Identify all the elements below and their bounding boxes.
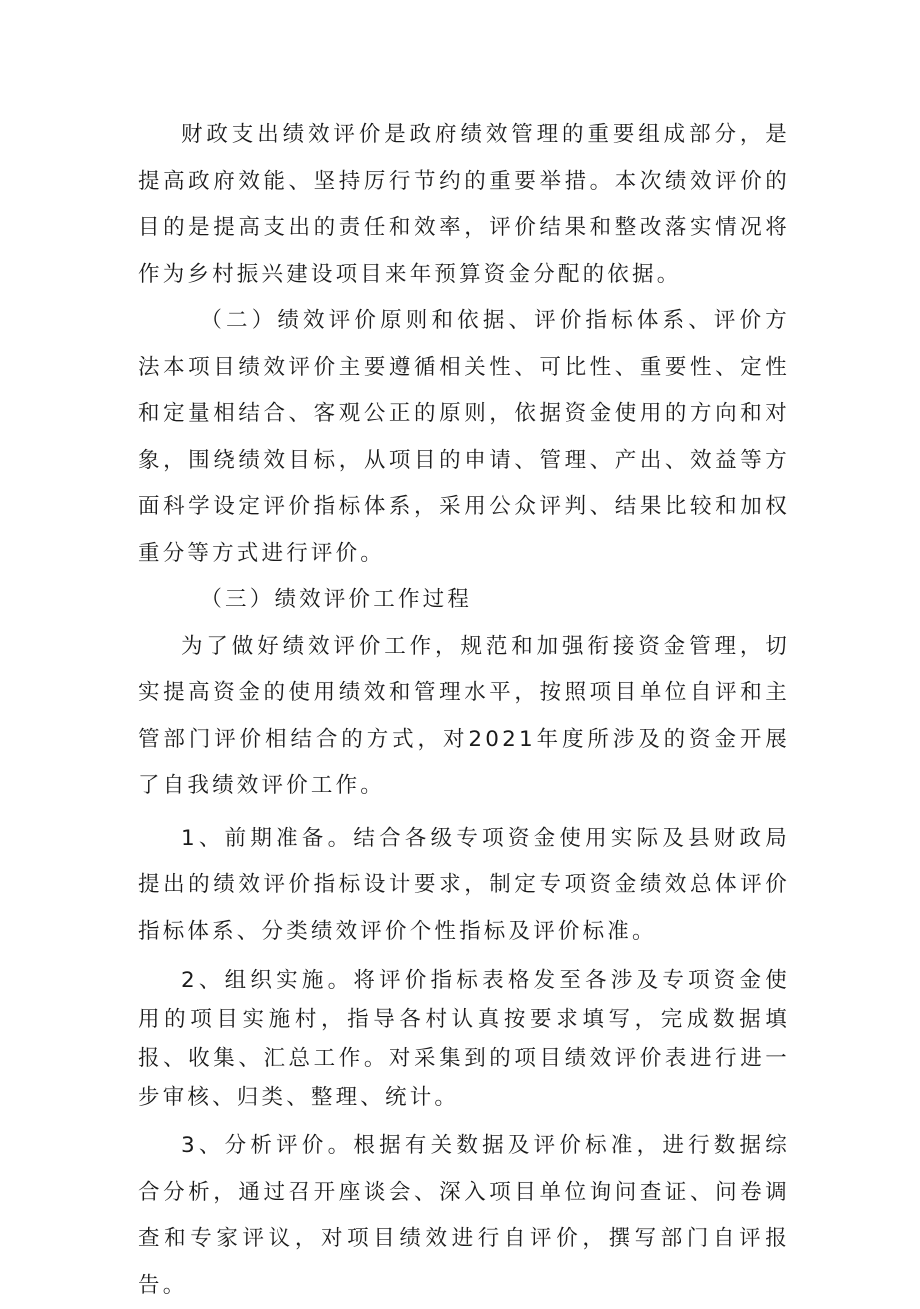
- paragraph-principles: （二）绩效评价原则和依据、评价指标体系、评价方法本项目绩效评价主要遵循相关性、可比性、重要性、定性和定量相结合、客观公正的原则，依据资金使用的方向和对象，围绕绩效目标，从项目的申请、管理、产出、效益等方面科学设定评价指标体系，采用公众评判、结果比较和加权重分等方式进行评价。: [138, 308, 790, 566]
- paragraph-step-analysis: 3、分析评价。根据有关数据及评价标准，进行数据综合分析，通过召开座谈会、深入项目单位询问查证、问卷调查和专家评议，对项目绩效进行自评价，撰写部门自评报告。: [138, 1133, 790, 1298]
- paragraph-step-implementation: 2、组织实施。将评价指标表格发至各涉及专项资金使用的项目实施村，指导各村认真按要求填写，完成数据填报、收集、汇总工作。对采集到的项目绩效评价表进行进一步审核、归类、整理、统计。: [138, 968, 790, 1110]
- section-heading-process: （三）绩效评价工作过程: [200, 587, 473, 612]
- document-body: [138, 112, 790, 1309]
- paragraph-process-intro: 为了做好绩效评价工作，规范和加强衔接资金管理，切实提高资金的使用绩效和管理水平，按照项目单位自评和主管部门评价相结合的方式，对2021年度所涉及的资金开展了自我绩效评价工作。: [138, 633, 790, 798]
- paragraph-purpose: 财政支出绩效评价是政府绩效管理的重要组成部分，是提高政府效能、坚持厉行节约的重要举措。本次绩效评价的目的是提高支出的责任和效率，评价结果和整改落实情况将作为乡村振兴建设项目来年预算资金分配的依据。: [138, 122, 790, 287]
- paragraph-step-preparation: 1、前期准备。结合各级专项资金使用实际及县财政局提出的绩效评价指标设计要求，制定专项资金绩效总体评价指标体系、分类绩效评价个性指标及评价标准。: [138, 825, 790, 944]
